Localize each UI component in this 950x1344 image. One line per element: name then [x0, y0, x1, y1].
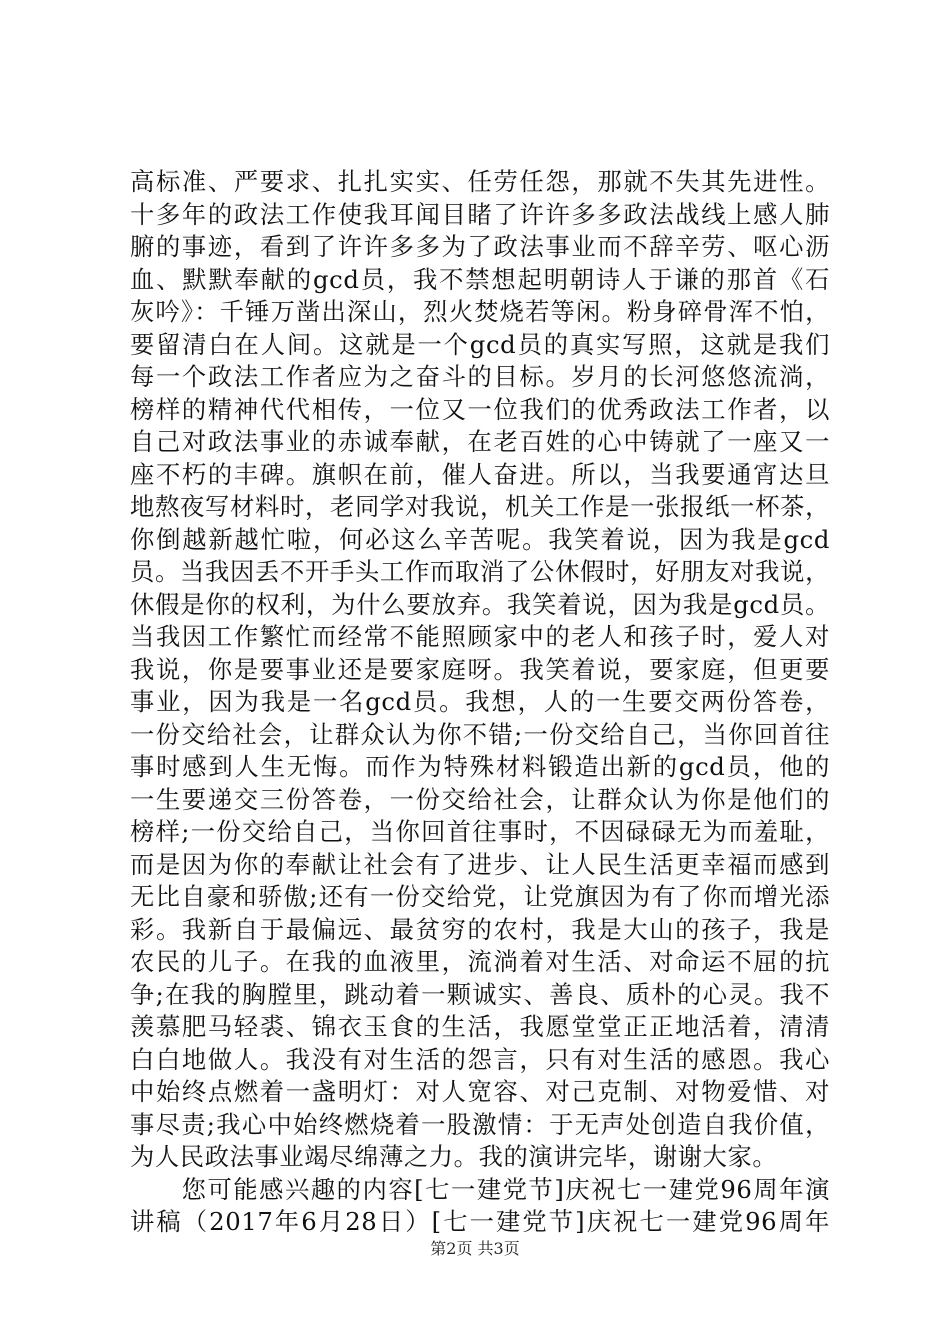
text-line-18: 一份交给社会，让群众认为你不错;一份交给自己，当你回首往 — [130, 719, 830, 749]
text-line-30: 事尽责;我心中始终燃烧着一股激情：于无声处创造自我价值， — [130, 1109, 830, 1139]
text-line-16: 我说，你是要事业还是要家庭呀。我笑着说，要家庭，但更要 — [130, 654, 830, 684]
text-line-22: 而是因为你的奉献让社会有了进步、让人民生活更幸福而感到 — [130, 849, 830, 879]
text-line-19: 事时感到人生无悔。而作为特殊材料锻造出新的gcd员，他的 — [130, 752, 830, 781]
text-line-4: 血、默默奉献的gcd员，我不禁想起明朝诗人于谦的那首《石 — [130, 264, 830, 294]
text-line-2: 十多年的政法工作使我耳闻目睹了许许多多政法战线上感人肺 — [130, 199, 830, 229]
text-line-13: 员。当我因丢不开手头工作而取消了公休假时，好朋友对我说， — [130, 557, 830, 586]
text-line-15: 当我因工作繁忙而经常不能照顾家中的老人和孩子时，爱人对 — [130, 622, 830, 651]
text-line-3: 腑的事迹，看到了许许多多为了政法事业而不辞辛劳、呕心沥 — [130, 232, 830, 261]
text-line-23: 无比自豪和骄傲;还有一份交给党，让党旗因为有了你而增光添 — [130, 882, 830, 911]
text-line-17: 事业，因为我是一名gcd员。我想，人的一生要交两份答卷， — [130, 687, 830, 716]
speech-body — [130, 166, 830, 1239]
text-line-25: 农民的儿子。在我的血液里，流淌着对生活、对命运不屈的抗 — [130, 947, 830, 976]
text-line-5: 灰吟》：千锤万凿出深山，烈火焚烧若等闲。粉身碎骨浑不怕， — [130, 297, 830, 326]
text-line-32: 您可能感兴趣的内容[七一建党节]庆祝七一建党96周年演 — [130, 1174, 830, 1204]
text-line-12: 你倒越新越忙啦，何必这么辛苦呢。我笑着说，因为我是gcd — [130, 524, 830, 554]
text-line-33: 讲稿（2017年6月28日）[七一建党节]庆祝七一建党96周年 — [130, 1207, 830, 1236]
text-line-27: 羡慕肥马轻裘、锦衣玉食的生活，我愿堂堂正正地活着，清清 — [130, 1012, 830, 1041]
text-line-31: 为人民政法事业竭尽绵薄之力。我的演讲完毕，谢谢大家。 — [130, 1142, 778, 1171]
page-number-footer: 第2页 共3页 — [430, 1239, 520, 1258]
text-line-20: 一生要递交三份答卷，一份交给社会，让群众认为你是他们的 — [130, 784, 830, 814]
text-line-11: 地熬夜写材料时，老同学对我说，机关工作是一张报纸一杯茶， — [130, 492, 830, 521]
text-line-8: 榜样的精神代代相传，一位又一位我们的优秀政法工作者，以 — [130, 394, 830, 424]
text-line-9: 自己对政法事业的赤诚奉献，在老百姓的心中铸就了一座又一 — [130, 427, 830, 456]
text-line-24: 彩。我新自于最偏远、最贫穷的农村，我是大山的孩子，我是 — [130, 914, 830, 944]
text-line-1: 高标准、严要求、扎扎实实、任劳任怨，那就不失其先进性。 — [130, 167, 830, 196]
text-line-26: 争;在我的胸膛里，跳动着一颗诚实、善良、质朴的心灵。我不 — [130, 979, 830, 1009]
text-line-21: 榜样;一份交给自己，当你回首往事时，不因碌碌无为而羞耻， — [130, 817, 830, 846]
text-line-28: 白白地做人。我没有对生活的怨言，只有对生活的感恩。我心 — [130, 1044, 830, 1074]
text-line-10: 座不朽的丰碑。旗帜在前，催人奋进。所以，当我要通宵达旦 — [130, 459, 830, 489]
text-line-6: 要留清白在人间。这就是一个gcd员的真实写照，这就是我们 — [130, 329, 830, 359]
text-line-14: 休假是你的权利，为什么要放弃。我笑着说，因为我是gcd员。 — [130, 589, 830, 619]
text-line-29: 中始终点燃着一盏明灯：对人宽容、对己克制、对物爱惜、对 — [130, 1077, 830, 1106]
text-line-7: 每一个政法工作者应为之奋斗的目标。岁月的长河悠悠流淌， — [130, 362, 830, 391]
